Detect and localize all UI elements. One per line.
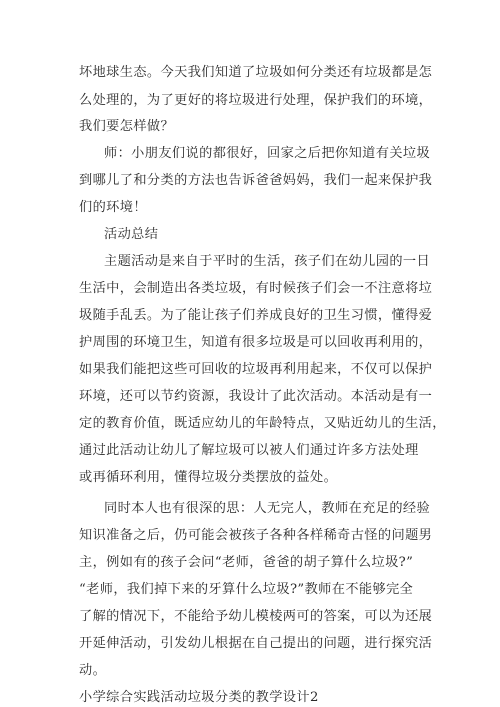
text-line: 生活中，会制造出各类垃圾，有时候孩子们会一不注意将垃 [79, 281, 433, 296]
next-section-title: 小学综合实践活动垃圾分类的教学设计2 [79, 690, 319, 705]
text-line: 圾随手乱丢。为了能让孩子们养成良好的卫生习惯，懂得爱 [79, 308, 433, 323]
text-line: 开延伸活动，引发幼儿根据在自己提出的问题，进行探究活 [79, 636, 433, 651]
text-line: 坏地球生态。今天我们知道了垃圾如何分类还有垃圾都是怎 [79, 65, 433, 80]
text-line: 定的教育价值，既适应幼儿的年龄特点，又贴近幼儿的生活， [79, 416, 446, 431]
text-line: 到哪儿了和分类的方法也告诉爸爸妈妈，我们一起来保护我 [79, 173, 433, 188]
text-line: 通过此活动让幼儿了解垃圾可以被人们通过许多方法处理 [79, 443, 419, 458]
text-line: 主，例如有的孩子会问“老师，爸爸的胡子算什么垃圾?” [79, 555, 414, 570]
text-line: 如果我们能把这些可回收的垃圾再利用起来，不仅可以保护 [79, 362, 433, 377]
text-line: 主题活动是来自于平时的生活，孩子们在幼儿园的一日 [104, 254, 431, 269]
text-line: 么处理的，为了更好的将垃圾进行处理，保护我们的环境， [79, 93, 433, 108]
text-line: 或再循环利用，懂得垃圾分类摆放的益处。 [79, 470, 338, 485]
text-line: 了解的情况下，不能给予幼儿模棱两可的答案，可以为还展 [79, 609, 433, 624]
text-line: 环境，还可以节约资源，我设计了此次活动。本活动是有一 [79, 389, 433, 404]
text-line: 护周围的环境卫生，知道有很多垃圾是可以回收再利用的， [79, 335, 433, 350]
text-line: 们的环境！ [79, 200, 147, 215]
text-line: 动。 [79, 663, 107, 678]
text-line: 师：小朋友们说的都很好，回家之后把你知道有关垃圾 [104, 146, 431, 161]
text-line: 我们要怎样做？ [79, 119, 175, 134]
text-line: “老师，我们掉下来的牙算什么垃圾?”教师在不能够完全 [79, 582, 414, 597]
text-line: 同时本人也有很深的思：人无完人，教师在充足的经验 [104, 501, 431, 516]
text-line: 知识准备之后，仍可能会被孩子各种各样稀奇古怪的问题男 [79, 528, 433, 543]
section-heading: 活动总结 [104, 227, 159, 242]
